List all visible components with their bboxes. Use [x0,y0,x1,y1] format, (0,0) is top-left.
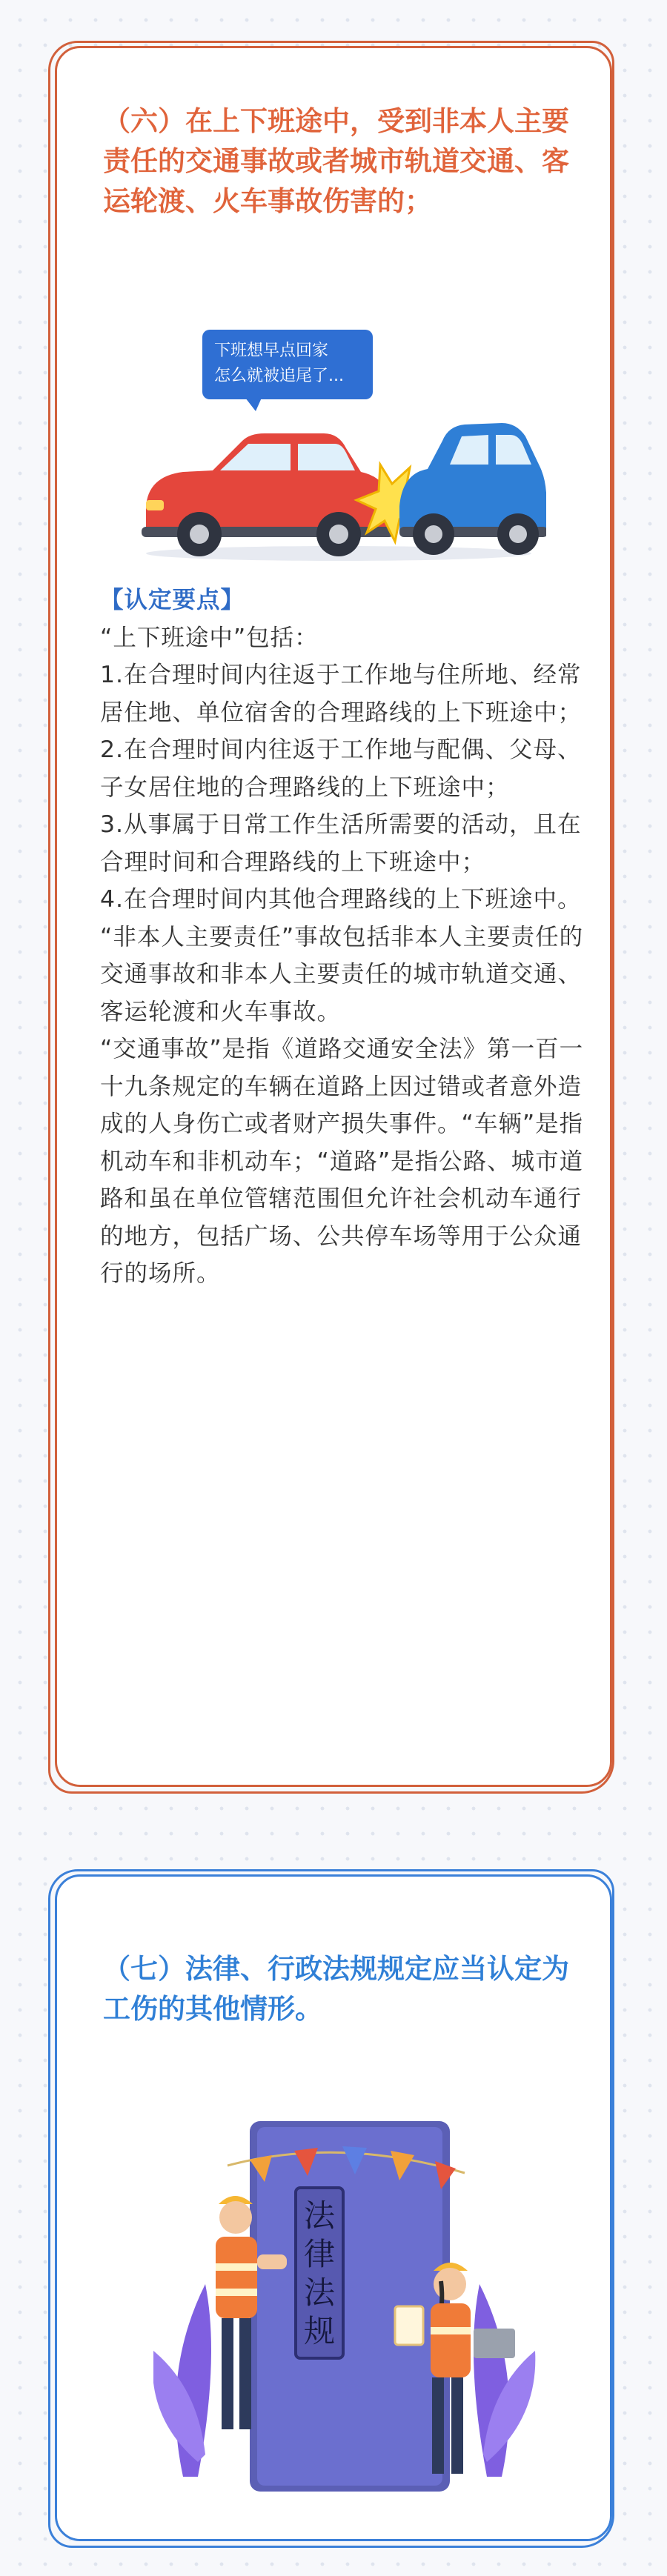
section-6-heading: （六）在上下班途中，受到非本人主要责任的交通事故或者城市轨道交通、客运轮渡、火车事故伤害的； [103,105,569,217]
section-7-heading: （七）法律、行政法规规定应当认定为工伤的其他情形。 [103,1953,569,2025]
book-title-char: 律 [303,2236,336,2272]
book-title-char: 法 [303,2197,336,2234]
book-title-char: 规 [303,2313,336,2349]
paragraph: “非本人主要责任”事故包括非本人主要责任的交通事故和非本人主要责任的城市轨道交通、客运轮渡和火车事故。 [100,923,584,1025]
paragraph: 4.在合理时间内其他合理路线的上下班途中。 [100,886,582,913]
speech-bubble [202,330,373,399]
purple-leaf-right-icon [474,2284,535,2477]
key-points-block [100,582,589,1293]
section-7-card [55,1874,612,2541]
section-6-card [55,46,612,1787]
bubble-line-2: 怎么就被追尾了... [214,367,344,385]
paragraph: “交通事故”是指《道路交通安全法》第一百一十九条规定的车辆在道路上因过错或者意外造成的人身伤亡或者财产损失事件。“车辆”是指机动车和非机动车；“道路”是指公路、城市道路和虽在单位管辖范围但允许社会机动车通行的地方，包括广场、公共停车场等用于公众通行的场所。 [100,1036,584,1287]
key-points-title: 【认定要点】 [100,587,245,613]
paragraph: “上下班途中”包括： [100,624,319,651]
book-title-char: 法 [303,2274,336,2311]
paragraph: 3.从事属于日常工作生活所需要的活动，且在合理时间和合理路线的上下班途中； [100,811,582,876]
paragraph: 2.在合理时间内往返于工作地与配偶、父母、子女居住地的合理路线的上下班途中； [100,736,582,801]
paragraph: 1.在合理时间内往返于工作地与住所地、经常居住地、单位宿舍的合理路线的上下班途中； [100,662,583,726]
rear-end-collision-illustration [131,396,546,574]
red-car-icon [142,433,394,556]
purple-leaf-left-icon [153,2284,211,2477]
law-book-workers-illustration [153,2106,539,2506]
blue-car-icon [399,423,546,555]
bubble-line-1: 下班想早点回家 [214,342,329,360]
